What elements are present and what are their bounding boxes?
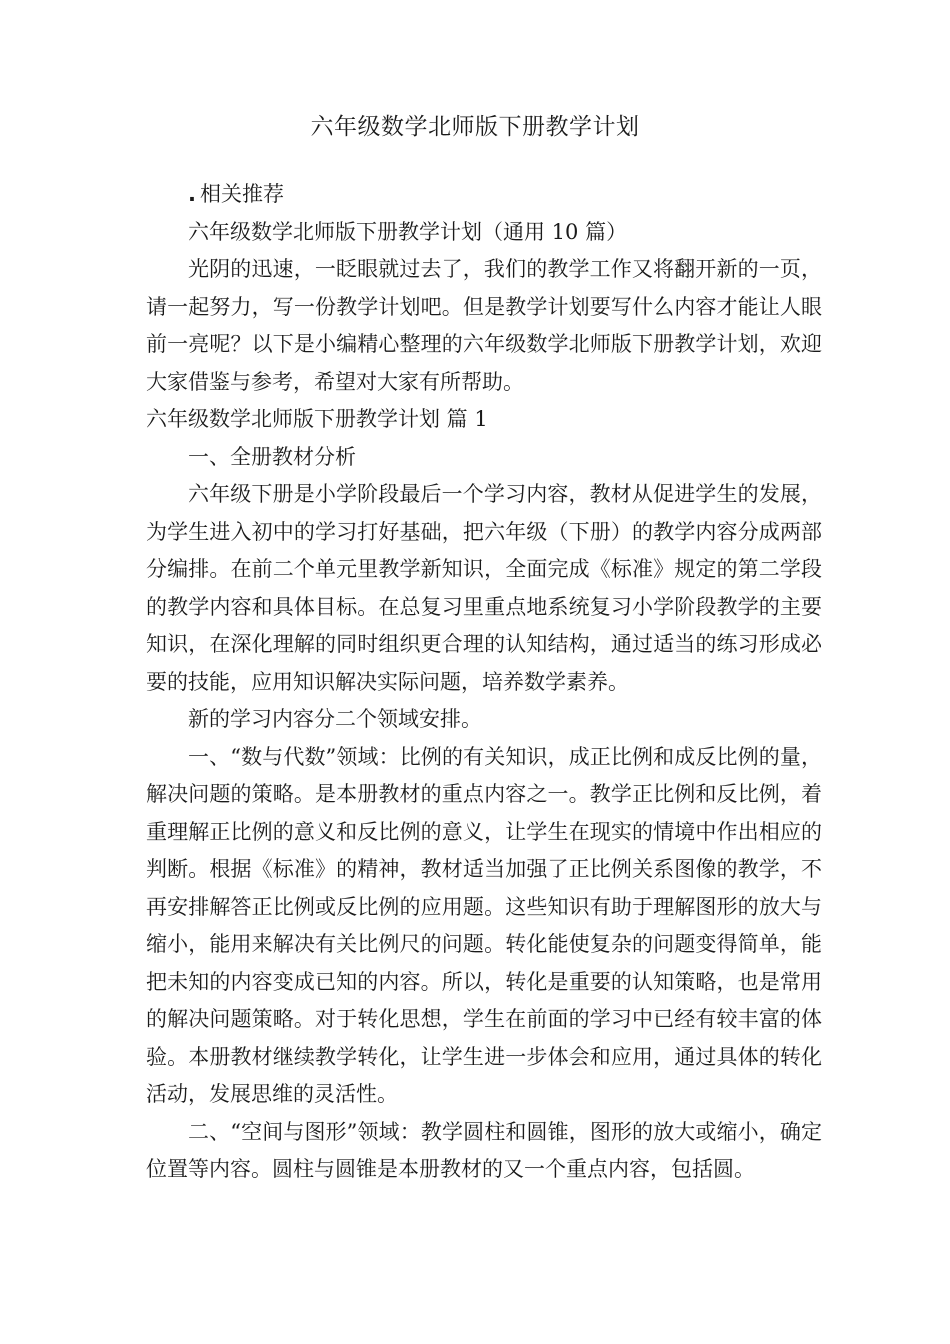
recommend-label: 相关推荐	[199, 182, 284, 206]
paragraph: 一、“数与代数”领域：比例的有关知识，成正比例和成反比例的量，解决问题的策略。是本册教材的重点内容之一。教学正比例和反比例，着重理解正比例的意义和反比例的意义，让学生在现实的情境中作出相应的判断。根据《标准》的精神，教材适当加强了正比例关系图像的教学，不再安排解答正比例或反比例的应用题。这些知识有助于理解图形的放大与缩小，能用来解决有关比例尺的问题。转化能使复杂的问题变得简单，能把未知的内容变成已知的内容。所以，转化是重要的认知策略，也是常用的解决问题策略。对于转化思想，学生在前面的学习中已经有较丰富的体验。本册教材继续教学转化，让学生进一步体会和应用，通过具体的转化活动，发展思维的灵活性。	[146, 744, 822, 1106]
section-heading: 一、全册教材分析	[188, 444, 356, 469]
paragraph: 二、“空间与图形”领域：教学圆柱和圆锥，图形的放大或缩小，确定位置等内容。圆柱与圆锥是本册教材的又一个重点内容，包括圆。	[146, 1119, 822, 1181]
paragraph: 新的学习内容分二个领域安排。	[188, 707, 482, 731]
recommend-bullet: .	[188, 182, 196, 206]
paragraph: 六年级下册是小学阶段最后一个学习内容，教材从促进学生的发展，为学生进入初中的学习打好基础，把六年级（下册）的教学内容分成两部分编排。在前二个单元里教学新知识，全面完成《标准》规定的第二学段的教学内容和具体目标。在总复习里重点地系统复习小学阶段教学的主要知识，在深化理解的同时组织更合理的认知结构，通过适当的练习形成必要的技能，应用知识解决实际问题，培养数学素养。	[146, 482, 822, 694]
document-subtitle: 六年级数学北师版下册教学计划（通用 10 篇）	[188, 219, 628, 244]
document-body	[146, 176, 822, 1189]
part-heading: 六年级数学北师版下册教学计划 篇 1	[146, 407, 488, 431]
document-title: 六年级数学北师版下册教学计划	[310, 114, 640, 140]
recommend-line	[146, 176, 822, 214]
intro-paragraph: 光阴的迅速，一眨眼就过去了，我们的教学工作又将翻开新的一页，请一起努力，写一份教学计划吧。但是教学计划要写什么内容才能让人眼前一亮呢？以下是小编精心整理的六年级数学北师版下册教学计划，欢迎大家借鉴与参考，希望对大家有所帮助。	[146, 257, 822, 394]
